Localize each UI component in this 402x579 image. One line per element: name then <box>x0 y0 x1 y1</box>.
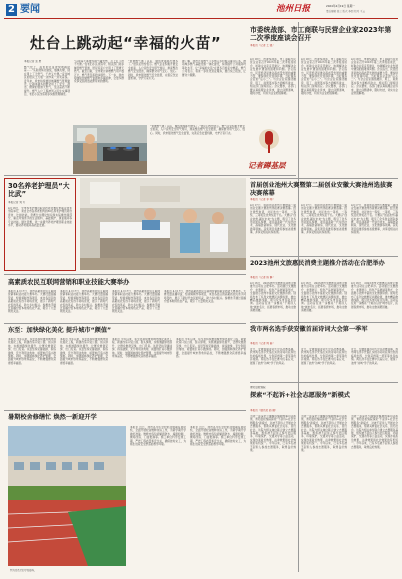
school-photo <box>8 426 126 566</box>
forum-body-3: 本报讯 4月17日，我市高素质农民互联网营销和职业技能大赛举办。大赛设置直播带货、短视频制作等项目，来自各县区的高素质农民选手同场竞技，展示了新时代农民的风采，助力乡村振兴。参赛选手通过直播介绍本地特色农产品，吸引了大量网友关注。 <box>112 290 160 314</box>
feature-photo <box>80 178 246 270</box>
right-bottom-headline: 探索“不起诉+社会志愿服务”新模式 <box>250 392 350 399</box>
right-top-body-2: 4月18日，市委统战部、市工商联与民营企业家召开2023年第二次季度座谈会，听取企业家意见建议，协调解决企业发展中遇到的困难和问题。会议指出，民营经济是推动高质量发展的重要力量，要持续优化营商环境，当好服务企业的“店小二”。与会企业家围绕融资、用工、政策落实等方面畅所欲言，相关部门现场回应。会议要求，各部门要认真梳理企业诉求，建立问题清单，限时办结，切实为企业纾困解难。 <box>301 58 347 96</box>
school-body-1: 本报讯 近日，我市各中小学校抓住假期有利时机，全面开展校舍维修改造工作，为新学期开学做好准备。维修内容包括屋面防水、墙面粉刷、操场改造、门窗更换等。施工单位科学安排工期，严把工程质量和安全关，确保按时完工，为师生创造安全舒适的教学环境。 <box>130 426 186 447</box>
forum-body-2: 本报讯 4月17日，我市高素质农民互联网营销和职业技能大赛举办。大赛设置直播带货、短视频制作等项目，来自各县区的高素质农民选手同场竞技，展示了新时代农民的风采，助力乡村振兴。参赛选手通过直播介绍本地特色农产品，吸引了大量网友关注。 <box>60 290 108 314</box>
right-mid-body-1: 4月17日，首届创业池州大赛暨第二届创业安徽大赛池州选拔赛决赛落幕。经过激烈角逐，共评选出一等奖、二等奖、三等奖及优秀奖若干名。大赛以“创业池州·赢在未来”为主题，吸引了众多创业团队参赛，项目涵盖新一代信息技术、高端装备制造、现代农业、文化旅游等领域。获奖项目将推荐参加省级赛事，并享受相关扶持政策。 <box>250 204 296 235</box>
east-headline: 东至：加快绿化美化 提升城市“颜值” <box>8 327 112 334</box>
lead-photo-image <box>73 125 147 174</box>
east-body-3: 本报讯 今年以来，东至县持续推进城市绿化美化工程，新建改造口袋公园、街头绿地，实施道路绿化提升，让群众推窗见绿、出门见景。该县坚持见缝插绿、拆违建绿，充分利用边角地、闲置地打造小微绿地。同时，加强园林绿化养护管理，全面提升城市形象和品位，不断增强群众获得感幸福感。 <box>112 338 172 359</box>
right-consume-rule <box>250 256 398 257</box>
right-bottom-byline: 本报讯（通讯员 赵 刚） <box>250 409 278 412</box>
right-poem-rule <box>250 322 398 323</box>
lead-col-4: 据了解，我市还将燃气下乡纳入乡村振兴重点任务，推动城乡燃气基础设施一体化建设，持续提升公共服务均等化水平，让“幸福的火苗”在更多百姓家中燃起。燃气公司表示，将进一步优化营业服务，推行线上报装，让群众少跑腿。 <box>182 60 246 77</box>
section-label: 要闻 <box>20 4 40 15</box>
page-number-badge: 2 <box>6 4 17 16</box>
lead-col-3: “管道燃气通了以后，做饭洗澡都方便多了。”居民们纷纷表示。燃气企业积极开展安全检查，入户宣传安全用气知识，排查整治燃气安全隐患，确保群众用气安心、放心。同时，我市强化燃气安全监管，完善应急处置机制，守护万家灯火。 <box>128 60 178 81</box>
east-body-4: 本报讯 今年以来，东至县持续推进城市绿化美化工程，新建改造口袋公园、街头绿地，实施道路绿化提升，让群众推窗见绿、出门见景。该县坚持见缝插绿、拆违建绿，充分利用边角地、闲置地打造小微绿地。同时，加强园林绿化养护管理，全面提升城市形象和品位，不断增强群众获得感幸福感。 <box>176 338 246 359</box>
right-consume-byline: 本报讯（记者 陈 静） <box>250 276 275 279</box>
east-body-2: 本报讯 今年以来，东至县持续推进城市绿化美化工程，新建改造口袋公园、街头绿地，实施道路绿化提升，让群众推窗见绿、出门见景。该县坚持见缝插绿、拆违建绿，充分利用边角地、闲置地打造小微绿地。同时，加强园林绿化养护管理，全面提升城市形象和品位，不断增强群众获得感幸福感。 <box>60 338 108 365</box>
forum-body-1: 本报讯 4月17日，我市高素质农民互联网营销和职业技能大赛举办。大赛设置直播带货、短视频制作等项目，来自各县区的高素质农民选手同场竞技，展示了新时代农民的风采，助力乡村振兴。参赛选手通过直播介绍本地特色农产品，吸引了大量网友关注。 <box>8 290 56 314</box>
right-poem-body-1: 近日，安徽首届诗词大会总决赛落幕，我市两名选手凭借扎实的诗词功底和出色的临场发挥，分别获得第一季军等优异成绩。两名选手在比赛中沉着应对，展现了池州“诗城”学子的风采。 <box>250 348 296 365</box>
right-poem-headline: 我市两名选手获安徽首届诗词大会第一季军 <box>250 326 368 333</box>
right-consume-body-1: 4月16日，2023池州文旅惠民消费主题推介活动在合肥举办。活动通过文旅推介、非遗展示、特色产品展销等形式，全面展示池州丰富的文化旅游资源。现场发布了系列文旅惠民消费政策，推出精品旅游线路，吸引众多市民驻足咨询。活动旨在进一步擦亮“千载诗人地”城市名片，拓展客源市场，推动文旅消费回暖。 <box>250 282 296 313</box>
east-rule <box>4 323 246 324</box>
lead-col-1: 燃气灶上，蓝色的火苗欢快地跳跃着……“从前烧柴火做饭，烟熏火燎，现在用上了天然气，干净又方便。”家住城区的居民王大姐一边炒菜一边笑着说。近年来，我市持续推进城镇燃气管网建设，让越来越多的群众用上了安全、清洁、便捷的管道天然气，生活品质不断提升。燃气入户工程被列入民生实事项目，老旧小区改造同步实施管网铺设。 <box>24 66 70 97</box>
right-bottom-rule <box>250 382 398 383</box>
masthead-rule <box>4 18 398 19</box>
school-photo-caption: 图为改造后的学校操场。 <box>10 569 37 572</box>
right-top-body-1: 4月18日，市委统战部、市工商联与民营企业家召开2023年第二次季度座谈会，听取企业家意见建议，协调解决企业发展中遇到的困难和问题。会议指出，民营经济是推动高质量发展的重要力量，要持续优化营商环境，当好服务企业的“店小二”。与会企业家围绕融资、用工、政策落实等方面畅所欲言，相关部门现场回应。会议要求，各部门要认真梳理企业诉求，建立问题清单，限时办结，切实为企业纾困解难。 <box>250 58 296 96</box>
right-mid-rule <box>250 178 398 179</box>
issue-date: 2024年4月19日 星期一 <box>326 4 355 8</box>
lead-bottom-rule <box>4 175 296 176</box>
lead-col-5: “管道燃气通了以后，做饭洗澡都方便多了。”居民们纷纷表示。燃气企业积极开展安全检查，入户宣传安全用气知识，排查整治燃气安全隐患，确保群众用气安心、放心。同时，我市强化燃气安全监管，完善应急处置机制，守护万家灯火。 <box>150 125 245 135</box>
right-top-body-3: 4月18日，市委统战部、市工商联与民营企业家召开2023年第二次季度座谈会，听取企业家意见建议，协调解决企业发展中遇到的困难和问题。会议指出，民营经济是推动高质量发展的重要力量，要持续优化营商环境，当好服务企业的“店小二”。与会企业家围绕融资、用工、政策落实等方面畅所欲言，相关部门现场回应。会议要求，各部门要认真梳理企业诉求，建立问题清单，限时办结，切实为企业纾困解难。 <box>351 58 398 96</box>
lead-headline: 灶台上跳动起“幸福的火苗” <box>30 34 222 52</box>
right-top-headline: 市委统战部、市工商联与民营企业家2023年第二次季度座谈会召开 <box>250 26 392 43</box>
feature-headline: 30名养老护理员“大比武” <box>8 182 70 199</box>
right-poem-body-2: 近日，安徽首届诗词大会总决赛落幕，我市两名选手凭借扎实的诗词功底和出色的临场发挥，分别获得第一季军等优异成绩。两名选手在比赛中沉着应对，展现了池州“诗城”学子的风采。 <box>301 348 347 365</box>
school-photo-image <box>8 426 126 566</box>
forum-body-4: 本报讯 4月17日，我市高素质农民互联网营销和职业技能大赛举办。大赛设置直播带货、短视频制作等项目，来自各县区的高素质农民选手同场竞技，展示了新时代农民的风采，助力乡村振兴。参赛选手通过直播介绍本地特色农产品，吸引了大量网友关注。 <box>164 290 246 304</box>
feature-photo-image <box>80 178 246 270</box>
right-mid-headline: 首届创业池州大赛暨第二届创业安徽大赛池州选拔赛决赛落幕 <box>250 182 393 197</box>
right-consume-headline: 2023池州文旅惠民消费主题推介活动在合肥举办 <box>250 260 385 267</box>
right-consume-body-3: 4月16日，2023池州文旅惠民消费主题推介活动在合肥举办。活动通过文旅推介、非遗展示、特色产品展销等形式，全面展示池州丰富的文化旅游资源。现场发布了系列文旅惠民消费政策，推出精品旅游线路，吸引众多市民驻足咨询。活动旨在进一步擦亮“千载诗人地”城市名片，拓展客源市场，推动文旅消费回暖。 <box>351 282 398 309</box>
right-top-byline: 本报讯（记者 王 强） <box>250 44 275 47</box>
right-column-rule <box>298 22 299 572</box>
right-bottom-kicker: 青阳县检察院 <box>250 386 266 389</box>
newspaper-logo: 池州日报 <box>276 4 311 14</box>
right-poem-body-3: 近日，安徽首届诗词大会总决赛落幕，我市两名选手凭借扎实的诗词功底和出色的临场发挥，分别获得第一季军等优异成绩。两名选手在比赛中沉着应对，展现了池州“诗城”学子的风采。 <box>351 348 398 365</box>
lead-byline: 本报记者 张 勇 <box>24 60 42 63</box>
right-poem-byline: 本报讯（记者 周 丽） <box>250 342 275 345</box>
feature-body: 4月16日，全市养老护理员职业技能竞赛在市职业技术学院举行，来自全市各养老机构的30名养老护理员同台竞技，比拼技能。竞赛分为理论知识和实际操作两部分，重点考察选手的生活照料、基础照护、康复服务等专业技能。通过竞赛，进一步提升养老护理员职业技能水平，推动养老服务高质量发展。 <box>8 207 72 228</box>
right-mid-byline: 本报讯（记者 李 明） <box>250 198 275 201</box>
right-consume-body-2: 4月16日，2023池州文旅惠民消费主题推介活动在合肥举办。活动通过文旅推介、非遗展示、特色产品展销等形式，全面展示池州丰富的文化旅游资源。现场发布了系列文旅惠民消费政策，推出精品旅游线路，吸引众多市民驻足咨询。活动旨在进一步擦亮“千载诗人地”城市名片，拓展客源市场，推动文旅消费回暖。 <box>301 282 347 313</box>
lead-photo <box>73 125 147 174</box>
east-body-1: 本报讯 今年以来，东至县持续推进城市绿化美化工程，新建改造口袋公园、街头绿地，实施道路绿化提升，让群众推窗见绿、出门见景。该县坚持见缝插绿、拆违建绿，充分利用边角地、闲置地打造小微绿地。同时，加强园林绿化养护管理，全面提升城市形象和品位，不断增强群众获得感幸福感。 <box>8 338 56 365</box>
right-bottom-body-1: 为进一步深化少捕慎诉慎押刑事司法政策，青阳县检察院探索“不起诉+社会志愿服务”新模式，对被不起诉人开展社会志愿服务，帮助其修复社会关系、回归社会。该院与相关单位联合建立志愿服务基地，组织被不起诉人参与社区服务、环境保护、交通劝导等公益活动，实现办案政治效果、法律效果和社会效果的有机统一。今年以来，已有多名被不起诉人参加志愿服务，取得良好效果。 <box>250 415 296 453</box>
feature-byline: 本报记者 刘 芳 <box>8 201 26 204</box>
right-bottom-body-3: 为进一步深化少捕慎诉慎押刑事司法政策，青阳县检察院探索“不起诉+社会志愿服务”新模式，对被不起诉人开展社会志愿服务，帮助其修复社会关系、回归社会。该院与相关单位联合建立志愿服务基地，组织被不起诉人参与社区服务、环境保护、交通劝导等公益活动，实现办案政治效果、法律效果和社会效果的有机统一。今年以来，已有多名被不起诉人参加志愿服务，取得良好效果。 <box>351 415 398 449</box>
right-mid-body-2: 4月17日，首届创业池州大赛暨第二届创业安徽大赛池州选拔赛决赛落幕。经过激烈角逐，共评选出一等奖、二等奖、三等奖及优秀奖若干名。大赛以“创业池州·赢在未来”为主题，吸引了众多创业团队参赛，项目涵盖新一代信息技术、高端装备制造、现代农业、文化旅游等领域。获奖项目将推荐参加省级赛事，并享受相关扶持政策。 <box>301 204 347 235</box>
school-rule <box>4 410 246 411</box>
school-body-2: 本报讯 近日，我市各中小学校抓住假期有利时机，全面开展校舍维修改造工作，为新学期开学做好准备。维修内容包括屋面防水、墙面粉刷、操场改造、门窗更换等。施工单位科学安排工期，严把工程质量和安全关，确保按时完工，为师生创造安全舒适的教学环境。 <box>190 426 246 447</box>
right-mid-body-3: 4月17日，首届创业池州大赛暨第二届创业安徽大赛池州选拔赛决赛落幕。经过激烈角逐，共评选出一等奖、二等奖、三等奖及优秀奖若干名。大赛以“创业池州·赢在未来”为主题，吸引了众多创业团队参赛，项目涵盖新一代信息技术、高端装备制造、现代农业、文化旅游等领域。获奖项目将推荐参加省级赛事，并享受相关扶持政策。 <box>351 204 398 235</box>
forum-rule <box>4 274 246 275</box>
editor-line: 责任编辑 张三 版式 李四 校对 王五 <box>326 10 365 13</box>
right-bottom-body-2: 为进一步深化少捕慎诉慎押刑事司法政策，青阳县检察院探索“不起诉+社会志愿服务”新模式，对被不起诉人开展社会志愿服务，帮助其修复社会关系、回归社会。该院与相关单位联合建立志愿服务基地，组织被不起诉人参与社区服务、环境保护、交通劝导等公益活动，实现办案政治效果、法律效果和社会效果的有机统一。今年以来，已有多名被不起诉人参加志愿服务，取得良好效果。 <box>301 415 347 453</box>
lead-col-2: “以前每天都要为换气罐发愁，扛上扛下很不方便。”在老旧小区改造中，相关部门同步铺设燃气管道，居民家家户户用上了管道天然气。截至目前，全市累计新增燃气用户数万户，燃气普及率稳步提升。下一步，我市将继续加快燃气管网向乡镇延伸，让更多群众享受到清洁能源带来的便利。 <box>74 60 124 84</box>
reporter-stamp-label: 记者蹲基层 <box>248 161 286 170</box>
forum-headline: 高素质农民互联网营销和职业技能大赛举办 <box>8 278 130 286</box>
school-headline: 暑期校舍修缮忙 焕然一新迎开学 <box>8 414 97 421</box>
